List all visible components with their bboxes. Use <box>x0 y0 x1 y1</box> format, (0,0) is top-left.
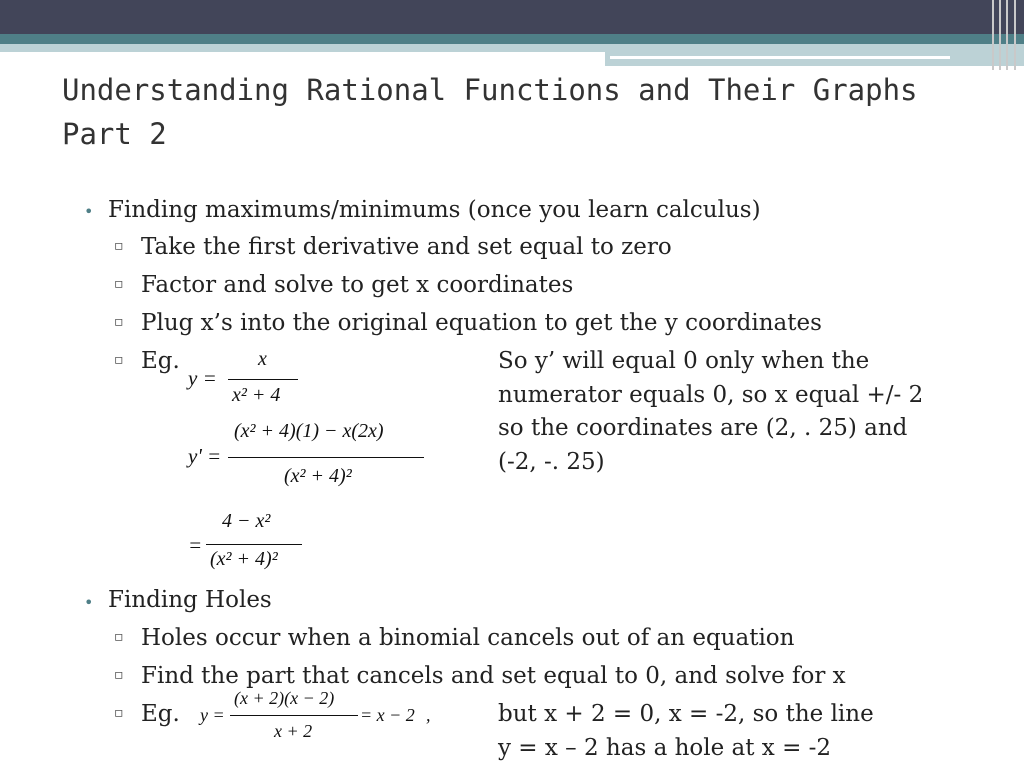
eq4-comma: , <box>426 705 431 725</box>
eq1-numerator: x <box>258 348 267 370</box>
slide-title <box>62 68 962 156</box>
eq2-denominator: (x² + 4)² <box>284 465 352 487</box>
eq2-fraction-bar <box>228 457 424 458</box>
section2-note-line-1: but x + 2 = 0, x = -2, so the line <box>498 701 874 727</box>
sub-bullet: ▫ <box>114 667 124 683</box>
header-band <box>0 0 1024 34</box>
section1-heading: Finding maximums/minimums (once you learn calculus) <box>108 197 761 223</box>
section1-step-4: Eg. <box>141 348 180 374</box>
eq2-lhs: y' = <box>188 444 222 468</box>
section2-step-3: Eg. <box>141 701 180 727</box>
eq4-fraction-bar <box>230 715 358 716</box>
eq4-rhs: = x − 2 <box>360 705 415 725</box>
section2-step-1: Holes occur when a binomial cancels out of an equation <box>141 625 795 651</box>
section1-note-line-3: so the coordinates are (2, . 25) and <box>498 415 908 441</box>
section2-note-line-2: y = x – 2 has a hole at x = -2 <box>498 735 832 761</box>
sub-bullet: ▫ <box>114 629 124 645</box>
sub-bullet: ▫ <box>114 238 124 254</box>
eq4-lhs: y = <box>200 705 225 725</box>
header-divider-line <box>610 56 950 59</box>
sub-bullet: ▫ <box>114 314 124 330</box>
section1-step-1: Take the first derivative and set equal to zero <box>141 234 672 260</box>
title-line-1: Understanding Rational Functions and Their Graphs <box>62 73 918 107</box>
header-accent-bar <box>0 34 1024 44</box>
section2-step-2: Find the part that cancels and set equal to 0, and solve for x <box>141 663 846 689</box>
eq3-denominator: (x² + 4)² <box>210 548 278 570</box>
section1-note-line-1: So y’ will equal 0 only when the <box>498 348 870 374</box>
eq4-denominator: x + 2 <box>274 721 313 741</box>
header-decor-lines <box>992 0 1024 70</box>
eq3-fraction-bar <box>206 544 302 545</box>
title-line-2: Part 2 <box>62 117 167 151</box>
eq3-numerator: 4 − x² <box>222 510 271 532</box>
section1-note-line-2: numerator equals 0, so x equal +/- 2 <box>498 382 924 408</box>
eq1-fraction-bar <box>228 379 298 380</box>
eq3-lhs: = <box>188 533 203 557</box>
bullet-dot: • <box>84 593 94 612</box>
eq2-numerator: (x² + 4)(1) − x(2x) <box>234 420 384 442</box>
sub-bullet: ▫ <box>114 705 124 721</box>
header-light-bar <box>0 44 605 52</box>
bullet-dot: • <box>84 202 94 221</box>
section1-step-3: Plug x’s into the original equation to get the y coordinates <box>141 310 822 336</box>
section1-step-2: Factor and solve to get x coordinates <box>141 272 574 298</box>
sub-bullet: ▫ <box>114 276 124 292</box>
header-light-bar-right <box>605 44 1024 66</box>
eq1-lhs: y = <box>188 366 217 390</box>
section1-note-line-4: (-2, -. 25) <box>498 449 605 475</box>
sub-bullet: ▫ <box>114 352 124 368</box>
eq4-numerator: (x + 2)(x − 2) <box>234 688 335 708</box>
section2-heading: Finding Holes <box>108 587 272 613</box>
eq1-denominator: x² + 4 <box>232 384 281 406</box>
